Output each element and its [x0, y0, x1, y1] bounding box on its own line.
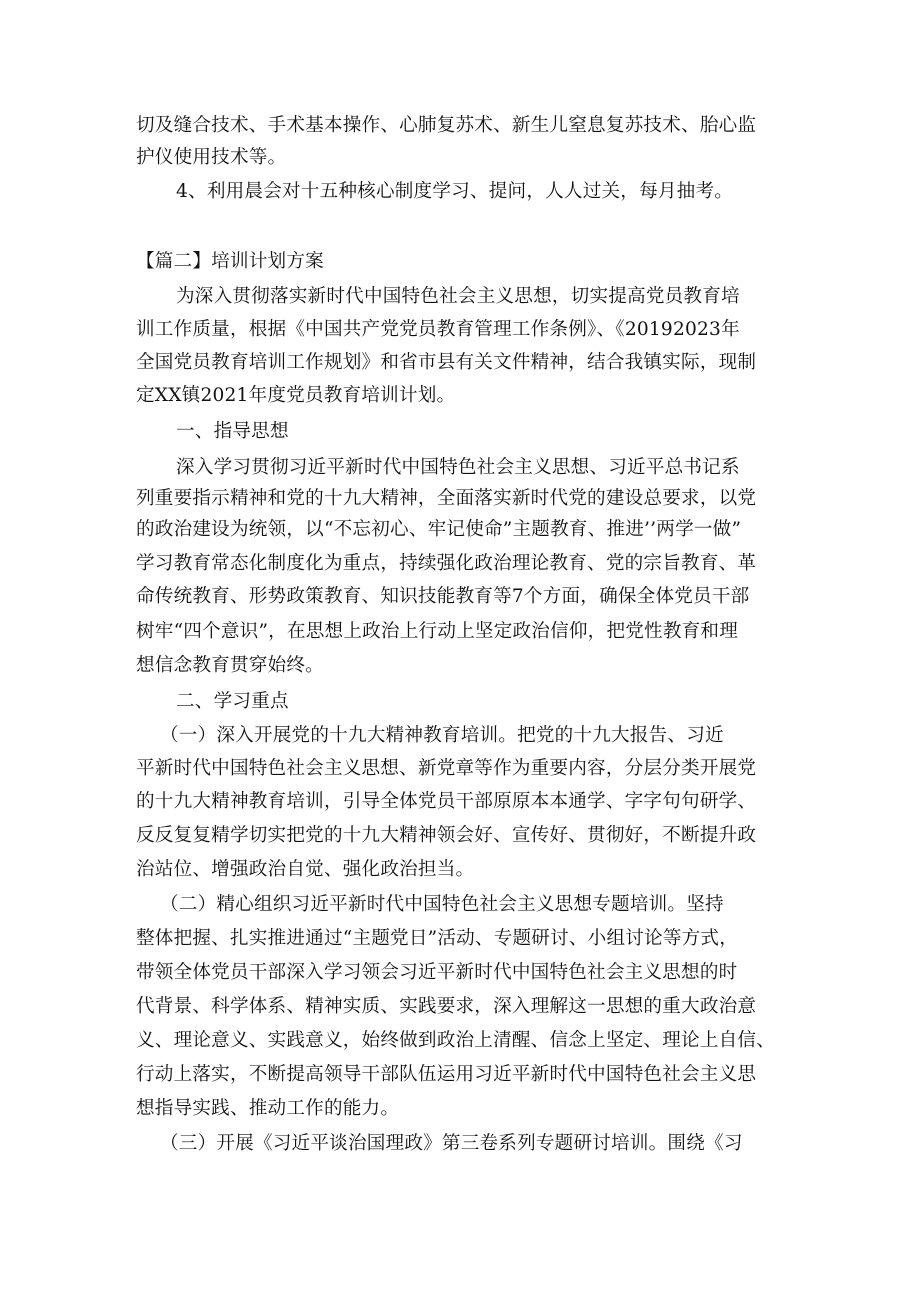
subheading: 一、指导思想	[176, 421, 289, 442]
text-line: 学习教育常态化制度化为重点，持续强化政治理论教育、党的宗旨教育、革	[136, 553, 757, 574]
text-line: 反反复复精学切实把党的十九大精神领会好、宣传好、贯彻好，不断提升政	[136, 825, 757, 846]
text-line: 树牢“四个意识”，在思想上政治上行动上坚定政治信仰，把党性教育和理	[136, 621, 739, 642]
text-line: 护仪使用技术等。	[136, 147, 287, 168]
text-line: 为深入贯彻落实新时代中国特色社会主义思想，切实提高党员教育培	[176, 286, 740, 307]
text-line: 切及缝合技术、手术基本操作、心肺复苏术、新生儿窒息复苏技术、胎心监	[136, 115, 757, 136]
text-line: 深入学习贯彻习近平新时代中国特色社会主义思想、习近平总书记系	[176, 457, 740, 478]
text-line: 带领全体党员干部深入学习领会习近平新时代中国特色社会主义思想的时	[136, 962, 738, 983]
section-heading: 【篇二】培训计划方案	[136, 251, 324, 272]
text-line: 定XX镇2021年度党员教育培训计划。	[136, 385, 456, 406]
text-line: 平新时代中国特色社会主义思想、新党章等作为重要内容，分层分类开展党	[136, 758, 757, 779]
text-line: 列重要指示精神和党的十九大精神，全面落实新时代党的建设总要求，以党	[136, 488, 757, 509]
text-line: （三）开展《习近平谈治国理政》第三卷系列专题研讨培训。围绕《习	[160, 1133, 743, 1154]
text-line: 义、理论意义、实践意义，始终做到政治上清醒、信念上坚定、理论上自信、	[136, 1030, 775, 1051]
text-line: 整体把握、扎实推进通过“主题党日”活动、专题研讨、小组讨论等方式，	[136, 928, 739, 949]
text-line: （二）精心组织习近平新时代中国特色社会主义思想专题培训。坚持	[160, 894, 724, 915]
text-line: （一）深入开展党的十九大精神教育培训。把党的十九大报告、习近	[160, 725, 724, 746]
text-line: 想信念教育贯穿始终。	[136, 655, 324, 676]
text-line: 代背景、科学体系、精神实质、实践要求，深入理解这一思想的重大政治意	[136, 996, 757, 1017]
text-line: 的十九大精神教育培训，引导全体党员干部原原本本通学、字字句句研学、	[136, 791, 757, 812]
text-line: 的政治建设为统领，以“不忘初心、牢记使命”主题教育、推进’’两学一做”	[136, 519, 742, 540]
subheading: 二、学习重点	[176, 691, 289, 712]
text-line: 行动上落实，不断提高领导干部队伍运用习近平新时代中国特色社会主义思	[136, 1064, 757, 1085]
text-line: 想指导实践、推动工作的能力。	[136, 1098, 400, 1119]
text-line: 命传统教育、形势政策教育、知识技能教育等7个方面，确保全体党员干部	[136, 586, 750, 607]
text-line: 训工作质量，根据《中国共产党党员教育管理工作条例》、《20192023年	[136, 319, 740, 340]
text-line: 治站位、增强政治自觉、强化政治担当。	[136, 859, 475, 880]
text-line: 4、利用晨会对十五种核心制度学习、提问，人人过关，每月抽考。	[176, 181, 734, 202]
text-line: 全国党员教育培训工作规划》和省市县有关文件精神，结合我镇实际，现制	[136, 352, 757, 373]
